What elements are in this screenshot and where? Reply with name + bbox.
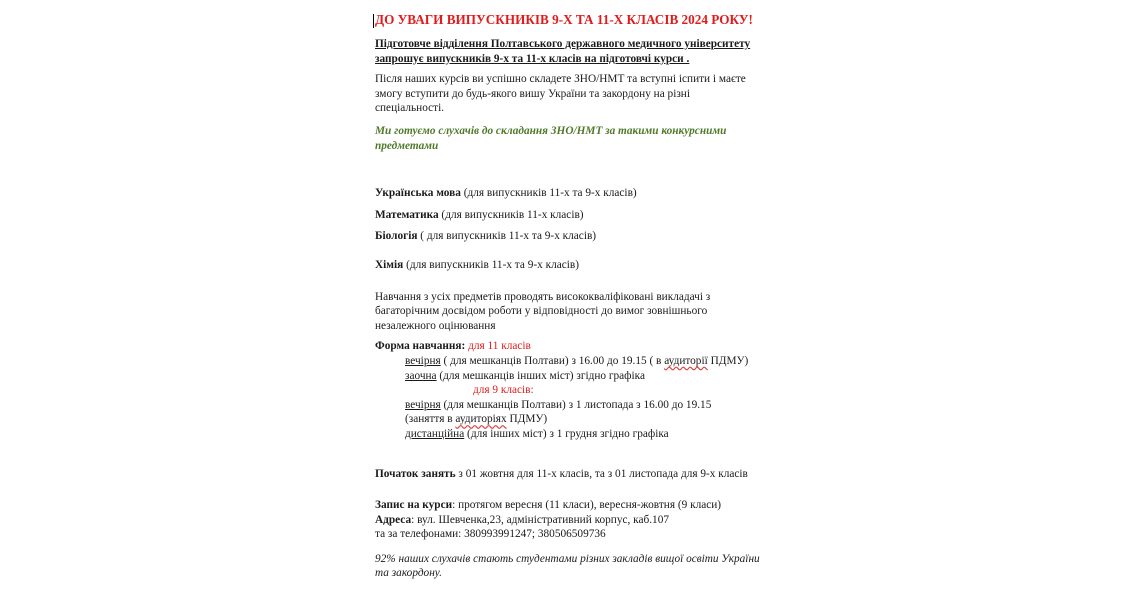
closing-statement: 92% наших слухачів стають студентами різних закладів вищої освіти України та закордону. (375, 552, 760, 580)
grade-11-evening: вечірня ( для мешканців Полтави) з 16.00 до 19.15 ( в аудиторії ПДМУ) (405, 354, 749, 367)
address-info: Адреса: вул. Шевченка,23, адміністративний корпус, каб.107 (375, 513, 670, 526)
prepare-paragraph: Ми готуємо слухачів до складання ЗНО/НМТ за такими конкурсними предметами (375, 124, 727, 152)
after-courses-paragraph: Після наших курсів ви успішно складете ЗНО/НМТ та вступні іспити і маєте змогу вступити до будь-якого вишу України та закордону на різні спеціальності. (375, 73, 746, 115)
subject-chemistry: Хімія (для випускників 11-х та 9-х класів) (375, 258, 579, 271)
study-form-label: Форма навчання (375, 340, 462, 353)
phone-numbers: та за телефонами: 380993991247; 380506509736 (375, 528, 606, 541)
document-body[interactable] (375, 12, 795, 581)
subject-ukrainian: Українська мова (для випускників 11-х та 9-х класів) (375, 187, 637, 200)
contacts-section (375, 498, 795, 542)
subject-biology: Біологія ( для випускників 11-х та 9-х класів) (375, 230, 597, 243)
subject-math: Математика (для випускників 11-х класів) (375, 208, 584, 221)
grade-9-label: для 9 класів: (473, 384, 534, 397)
grade-9-note: (заняття в аудиторіях ПДМУ) (405, 413, 548, 426)
enrollment-info: Запис на курси: протягом вересня (11 класи), вересня-жовтня (9 класи) (375, 499, 722, 512)
page-title: ДО УВАГИ ВИПУСКНИКІВ 9-Х ТА 11-Х КЛАСІВ 2024 РОКУ! (375, 12, 753, 27)
grade-9-evening: вечірня (для мешканців Полтави) з 1 листопада з 16.00 до 19.15 (405, 398, 712, 411)
spacer (375, 153, 795, 186)
study-form-section: Форма навчання: для 11 класів вечірня ( для мешканців Полтави) з 16.00 до 19.15 ( в аудиторії ПДМУ) заочна (для мешканців інших міст) згідно графіка для 9 класів: вечірня (для мешканців Полтави) з 1 листопада з 16.00 до 19.15 (заняття в аудиторіях ПДМУ) дистанційна (для інших міст) з 1 грудня згідно графіка (375, 339, 795, 441)
classes-start: Початок занять з 01 жовтня для 11-х класів, та з 01 листопада для 9-х класів (375, 468, 748, 481)
grade-11-correspondence: заочна (для мешканців інших міст) згідно графіка (405, 369, 645, 382)
text-cursor (373, 14, 374, 28)
grade-11-label: для 11 класів (468, 340, 531, 353)
teachers-paragraph: Навчання з усіх предметів проводять висококваліфіковані викладачі з багаторічним досвідом роботи у відповідності до вимог зовнішнього незалежного оцінювання (375, 290, 711, 332)
intro-paragraph: Підготовче відділення Полтавського державного медичного університету запрошує випускників 9-х та 11-х класів на підготовчі курси . (375, 38, 751, 65)
grade-9-distance: дистанційна (для інших міст) з 1 грудня згідно графіка (405, 427, 669, 440)
